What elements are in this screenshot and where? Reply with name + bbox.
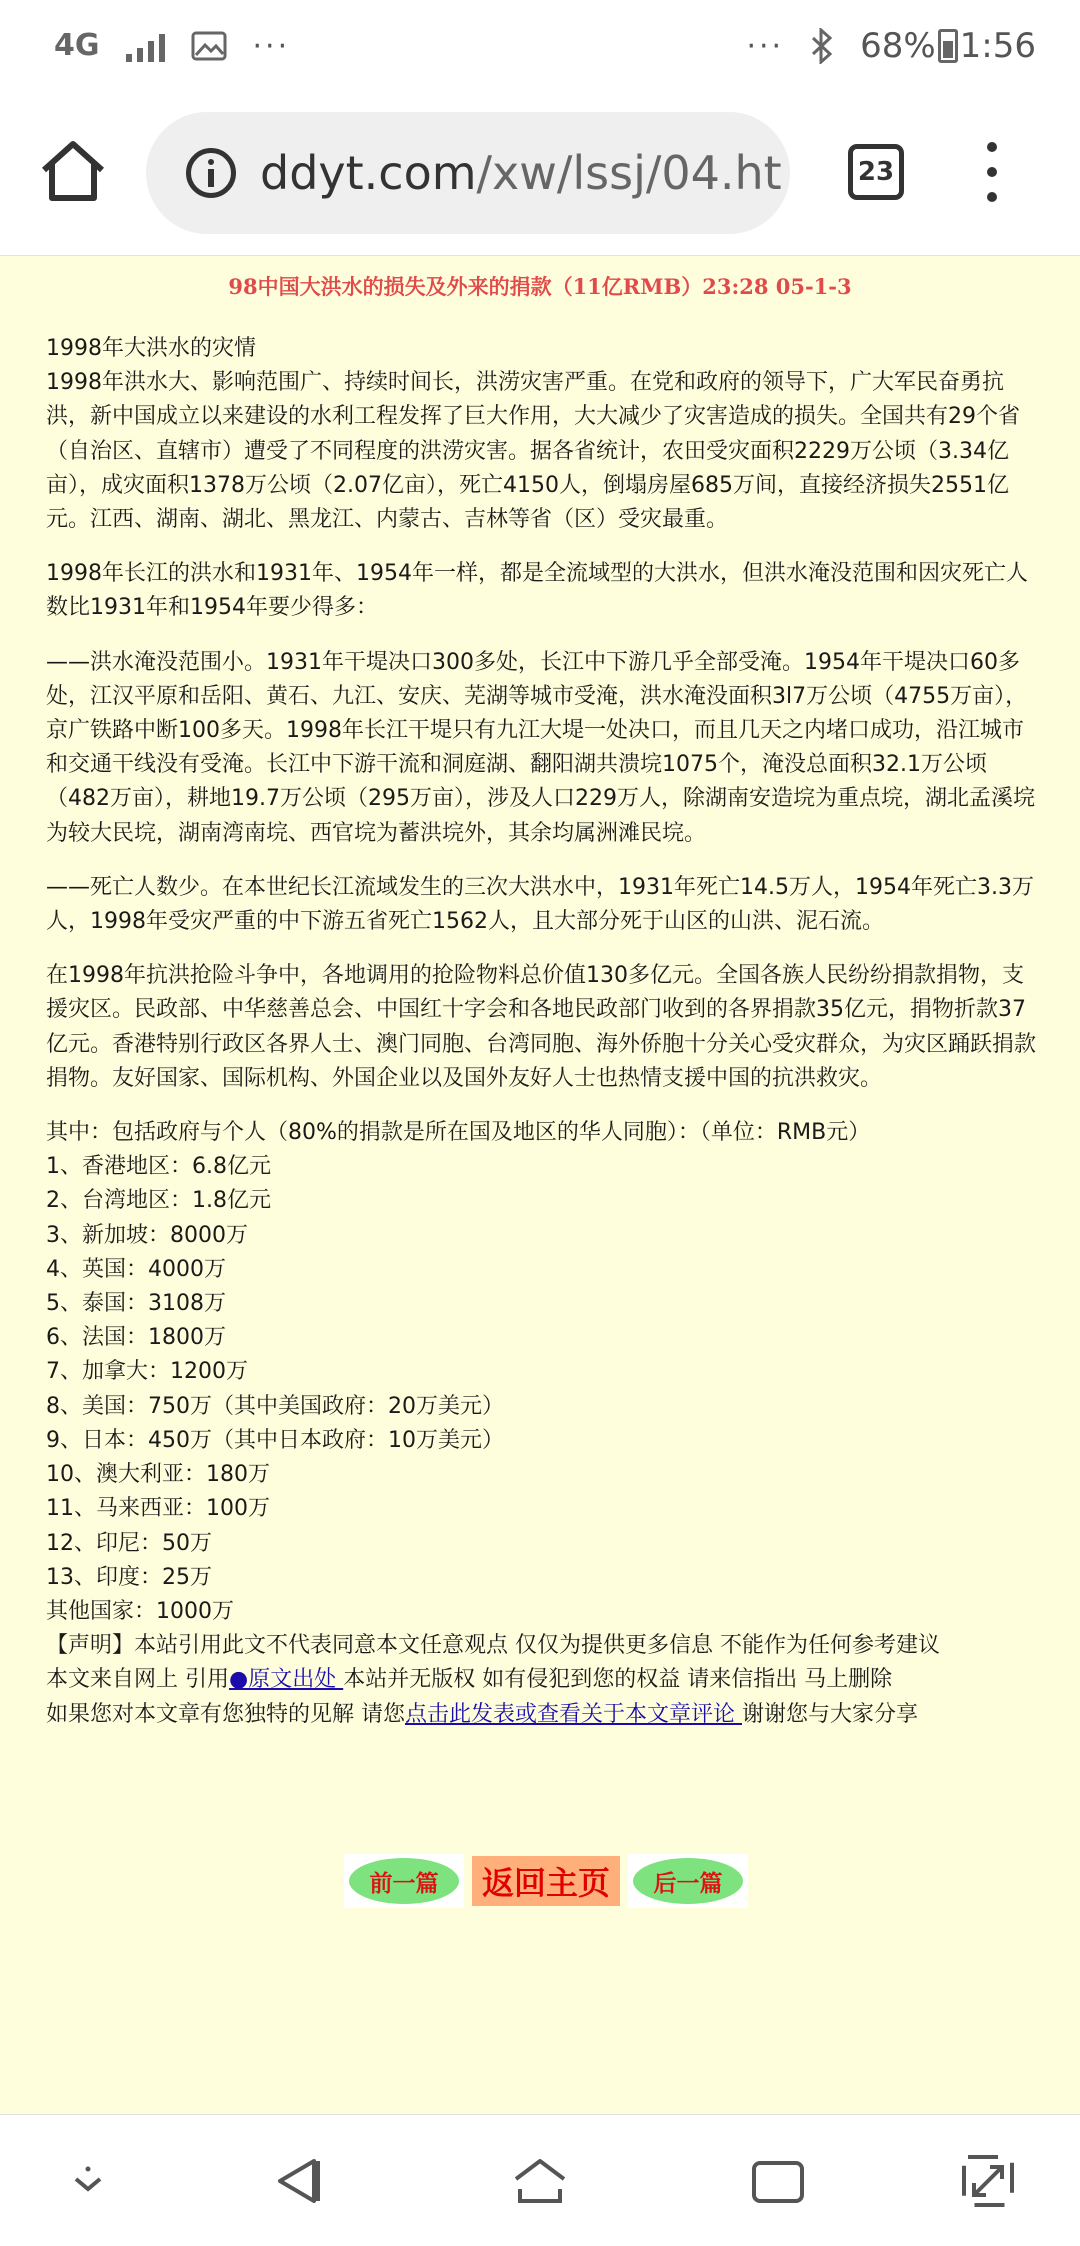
notification-dots: ··· [252,28,291,64]
expand-icon[interactable] [956,2149,1020,2213]
more-vert-icon[interactable] [982,142,1002,202]
home-page-button[interactable]: 返回主页 [472,1856,620,1906]
list-item: 1、香港地区：6.8亿元 [46,1154,271,1180]
back-icon[interactable] [266,2149,330,2213]
list-item: 2、台湾地区：1.8亿元 [46,1188,271,1214]
url-path: /xw/lssj/04.ht [476,146,782,200]
disclaimer-text: 谢谢您与大家分享 [742,1701,919,1727]
disclaimer-line-2 [46,1663,1036,1697]
list-item: 11、马来西亚：100万 [46,1496,270,1522]
paragraph-1: 1998年洪水大、影响范围广、持续时间长，洪涝灾害严重。在党和政府的领导下，广大军民奋勇抗洪，新中国成立以来建设的水利工程发挥了巨大作用，大大减少了灾害造成的损失。全国共有29个省（自治区、直辖市）遭受了不同程度的洪涝灾害。据各省统计，农田受灾面积2229万公顷（3.34亿亩），成灾面积1378万公顷（2.07亿亩），死亡4150人，倒塌房屋685万间，直接经济损失2551亿元。江西、湖南、湖北、黑龙江、内蒙古、吉林等省（区）受灾最重。 [46,370,1020,533]
prev-wrap [344,1854,464,1908]
list-item: 7、加拿大：1200万 [46,1359,248,1385]
prev-article-button[interactable]: 前一篇 [349,1858,459,1904]
list-item: 5、泰国：3108万 [46,1291,226,1317]
list-item: 4、英国：4000万 [46,1256,226,1282]
disclaimer-line-1: 【声明】本站引用此文不代表同意本文任意观点 仅仅为提供更多信息 不能作为任何参考建议 [46,1633,940,1659]
web-page [0,256,1080,2114]
address-bar[interactable] [146,112,790,234]
list-item: 8、美国：750万（其中美国政府：20万美元） [46,1393,504,1419]
list-item: 13、印度：25万 [46,1564,212,1590]
info-icon[interactable] [186,148,236,198]
clock: 1:56 [959,26,1036,66]
browser-toolbar [0,92,1080,256]
article-body [46,332,1036,1732]
list-item: 6、法国：1800万 [46,1325,226,1351]
paragraph-2: 1998年长江的洪水和1931年、1954年一样，都是全流域型的大洪水，但洪水淹没范围和因灾死亡人数比1931年和1954年要少得多： [46,561,1028,621]
list-item: 其他国家：1000万 [46,1598,234,1624]
list-item: 10、澳大利亚：180万 [46,1462,270,1488]
battery-icon [938,29,958,63]
donation-list-intro: 其中：包括政府与个人（80%的捐款是所在国及地区的华人同胞）：（单位：RMB元） [46,1120,871,1146]
tab-switcher-button[interactable]: 23 [848,144,904,200]
url-text[interactable] [260,146,782,200]
disclaimer-text: 本站并无版权 如有侵犯到您的权益 请来信指出 马上删除 [343,1667,893,1693]
list-item: 12、印尼：50万 [46,1530,212,1556]
battery-percent: 68% [860,26,936,66]
next-wrap [628,1854,748,1908]
paragraph-5: 在1998年抗洪抢险斗争中，各地调用的抢险物料总价值130多亿元。全国各族人民纷纷捐款捐物，支援灾区。民政部、中华慈善总会、中国红十字会和各地民政部门收到的各界捐款35亿元，捐物折款37亿元。香港特别行政区各界人士、澳门同胞、台湾同胞、海外侨胞十分关心受灾群众，为灾区踊跃捐款捐物。友好国家、国际机构、外国企业以及国外友好人士也热情支援中国的抗洪救灾。 [46,963,1037,1091]
signal-icon [126,30,165,62]
status-left [54,29,290,64]
image-icon [191,31,227,61]
list-item: 9、日本：450万（其中日本政府：10万美元） [46,1427,504,1453]
comment-link[interactable]: 点击此发表或查看关于本文章评论 [405,1701,742,1727]
home-icon[interactable] [38,136,108,206]
next-article-button[interactable]: 后一篇 [633,1858,743,1904]
article-heading: 1998年大洪水的灾情 [46,336,256,361]
status-bar [0,0,1080,92]
bluetooth-icon [810,28,834,64]
article-nav [344,1854,748,1908]
source-link[interactable]: ●原文出处 [229,1667,344,1693]
paragraph-4: ——死亡人数少。在本世纪长江流域发生的三次大洪水中，1931年死亡14.5万人，1954年死亡3.3万人，1998年受灾严重的中下游五省死亡1562人，且大部分死于山区的山洪、泥石流。 [46,874,1034,935]
disclaimer-text: 本文来自网上 引用 [46,1667,229,1693]
article-title: 98中国大洪水的损失及外来的捐款（11亿RMB）23:28 05-1-3 [228,274,852,299]
system-nav-bar [0,2114,1080,2246]
home-nav-icon[interactable] [508,2149,572,2213]
status-right [746,26,1036,66]
paragraph-3: ——洪水淹没范围小。1931年干堤决口300多处，长江中下游几乎全部受淹。1954年干堤决口60多处，江汉平原和岳阳、黄石、九江、安庆、芜湖等城市受淹，洪水淹没面积3l7万公顷（4755万亩），京广铁路中断100多天。1998年长江干堤只有九江大堤一处决口，而且几天之内堵口成功，沿江城市和交通干线没有受淹。长江中下游干流和洞庭湖、翻阳湖共溃垸1075个，淹没总面积32.1万公顷（482万亩），耕地19.7万公顷（295万亩），涉及人口229万人，除湖南安造垸为重点垸，湖北孟溪垸为较大民垸，湖南湾南垸、西官垸为蓄洪垸外，其余均属洲滩民垸。 [46,649,1035,846]
recents-icon[interactable] [746,2149,810,2213]
list-item: 3、新加坡：8000万 [46,1222,248,1248]
chevron-down-icon[interactable] [56,2149,120,2213]
notification-dots-right: ··· [746,28,785,64]
disclaimer-text: 如果您对本文章有您独特的见解 请您 [46,1701,405,1727]
network-type: 4G [54,28,100,63]
disclaimer-line-3 [46,1698,1036,1732]
url-domain: ddyt.com [260,146,477,200]
